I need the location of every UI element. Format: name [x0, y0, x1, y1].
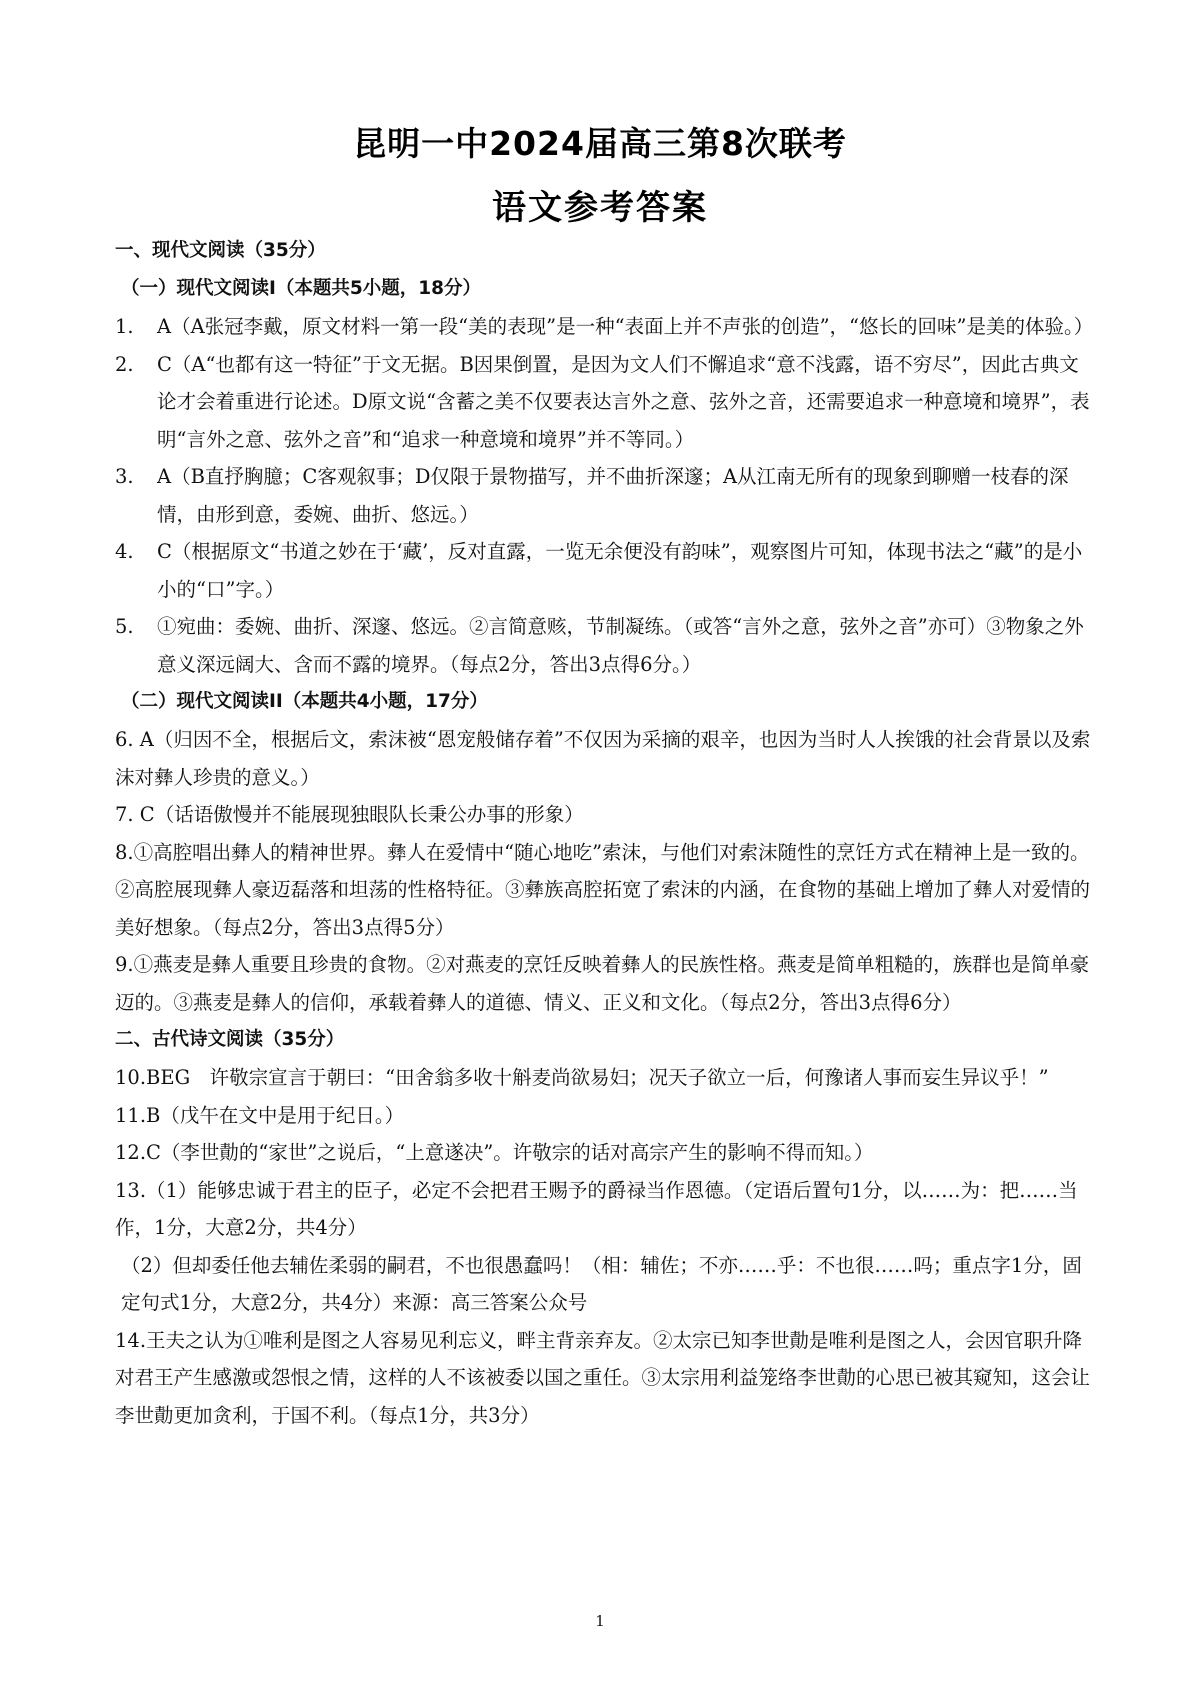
answer-text: ①宛曲：委婉、曲折、深邃、悠远。②言简意赅，节制凝练。（或答“言外之意，弦外之音”亦可）③物象之外意义深远阔大、含而不露的境界。（每点2分，答出3点得6分。）	[157, 615, 1084, 676]
answer-content	[115, 232, 1095, 1434]
answer-q13-part2: （2）但却委任他去辅佐柔弱的嗣君，不也很愚蠢吗！（相：辅佐；不亦……乎：不也很……吗；重点字1分，固定句式1分，大意2分，共4分）来源：高三答案公众号	[121, 1253, 1082, 1314]
section-heading-classical-reading: 二、古代诗文阅读（35分）	[115, 1029, 345, 1050]
question-number: 1.	[115, 315, 134, 338]
answer-q14: 14.王夫之认为①唯利是图之人容易见利忘义，畔主背亲弃友。②太宗已知李世勣是唯利是图之人，会因官职升降对君王产生感激或怨恨之情，这样的人不该被委以国之重任。③太宗用利益笼络李世勣的心思已被其窥知，这会让李世勣更加贪利，于国不利。（每点1分，共3分）	[115, 1328, 1091, 1427]
answer-q5	[115, 608, 1095, 683]
answer-q13-part1: 13.（1）能够忠诚于君主的臣子，必定不会把君王赐予的爵禄当作恩德。（定语后置句1分，以……为：把……当作，1分，大意2分，共4分）	[115, 1178, 1078, 1239]
answer-q2	[115, 346, 1095, 459]
answer-text: C（根据原文“书道之妙在于‘藏’，反对直露，一览无余便没有韵味”，观察图片可知，体现书法之“藏”的是小小的“口”字。）	[157, 540, 1083, 601]
answer-q9: 9.①燕麦是彝人重要且珍贵的食物。②对燕麦的烹饪反映着彝人的民族性格。燕麦是简单粗糙的，族群也是简单豪迈的。③燕麦是彝人的信仰，承载着彝人的道德、情义、正义和文化。（每点2分，答出3点得6分）	[115, 953, 1090, 1014]
page-subtitle: 语文参考答案	[492, 188, 708, 228]
question-number: 4.	[115, 540, 134, 563]
question-number: 3.	[115, 465, 134, 488]
answer-q1	[115, 308, 1095, 346]
question-number: 2.	[115, 352, 134, 376]
question-number: 5.	[115, 615, 134, 638]
answer-text: A（B直抒胸臆；C客观叙事；D仅限于景物描写，并不曲折深邃；A从江南无所有的现象到聊赠一枝春的深情，由形到意，委婉、曲折、悠远。）	[157, 465, 1069, 526]
section-heading-modern-reading: 一、现代文阅读（35分）	[115, 240, 326, 261]
answer-q10: 10.BEG 许敬宗宣言于朝曰：“田舍翁多收十斛麦尚欲易妇；况天子欲立一后，何豫诸人事而妄生异议乎！”	[115, 1066, 1049, 1089]
answer-text: C（A“也都有这一特征”于文无据。B因果倒置，是因为文人们不懈追求“意不浅露，语不穷尽”，因此古典文论才会着重进行论述。D原文说“含蓄之美不仅要表达言外之意、弦外之音，还需要追求一种意境和境界”，表明“言外之意、弦外之音”和“追求一种意境和境界”并不等同。）	[157, 352, 1090, 451]
subsection-heading-modern-reading-2: （二）现代文阅读II（本题共4小题，17分）	[121, 691, 488, 712]
page-number: 1	[595, 1612, 605, 1630]
answer-q4	[115, 533, 1095, 608]
answer-q12: 12.C（李世勣的“家世”之说后，“上意遂决”。许敬宗的话对高宗产生的影响不得而知。）	[115, 1141, 874, 1164]
answer-q8: 8.①高腔唱出彝人的精神世界。彝人在爱情中“随心地吃”索沫，与他们对索沫随性的烹饪方式在精神上是一致的。②高腔展现彝人豪迈磊落和坦荡的性格特征。③彝族高腔拓宽了索沫的内涵，在食物的基础上增加了彝人对爱情的美好想象。（每点2分，答出3点得5分）	[115, 840, 1091, 939]
answer-text: A（A张冠李戴，原文材料一第一段“美的表现”是一种“表面上并不声张的创造”，“悠长的回味”是美的体验。）	[157, 315, 1094, 338]
answer-q6: 6. A（归因不全，根据后文，索沫被“恩宠般储存着”不仅因为采摘的艰辛，也因为当时人人挨饿的社会背景以及索沫对彝人珍贵的意义。）	[115, 728, 1091, 789]
page-title: 昆明一中2024届高三第8次联考	[353, 124, 847, 163]
answer-q7: 7. C（话语傲慢并不能展现独眼队长秉公办事的形象）	[115, 803, 584, 826]
answer-q11: 11.B（戊午在文中是用于纪日。）	[115, 1103, 405, 1127]
subsection-heading-modern-reading-1: （一）现代文阅读Ⅰ（本题共5小题，18分）	[121, 278, 482, 299]
answer-q3	[115, 458, 1095, 533]
